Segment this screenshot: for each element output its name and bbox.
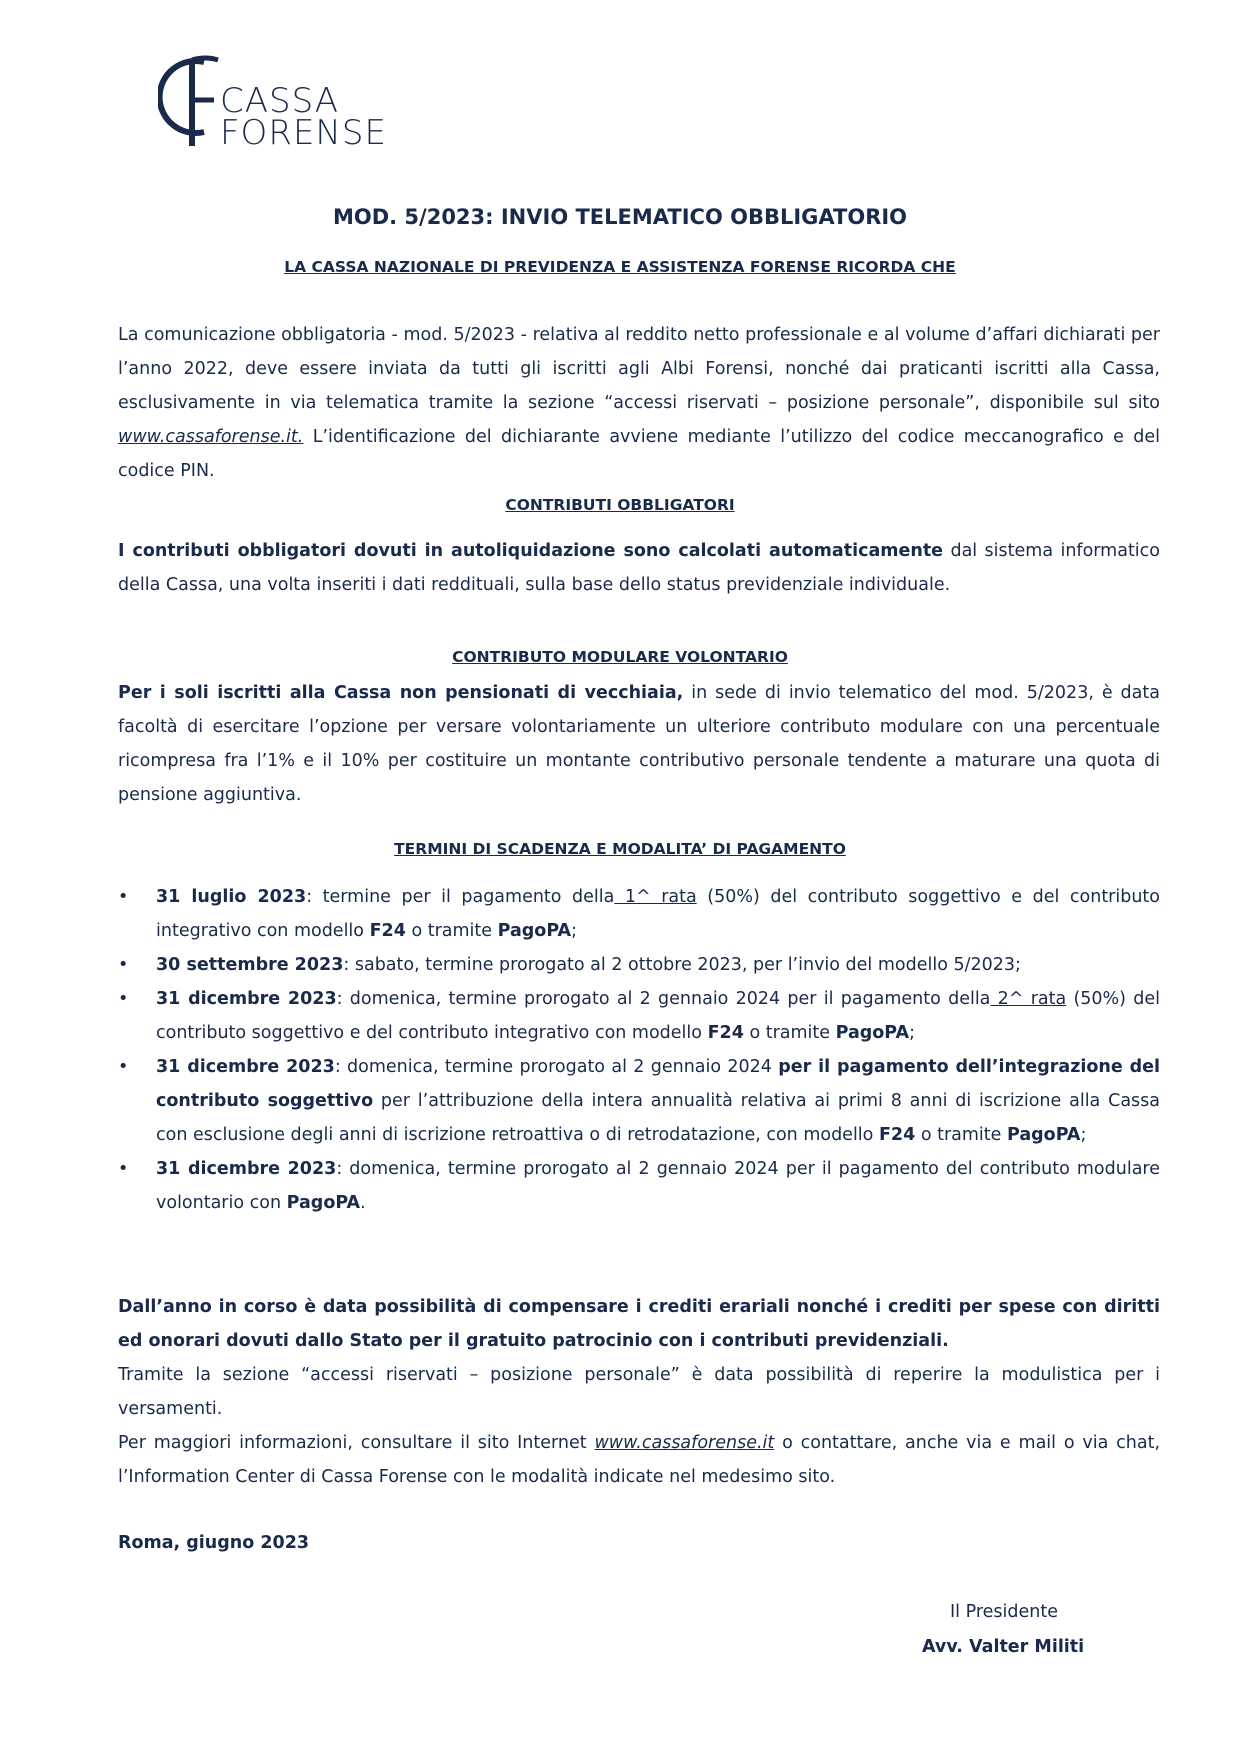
closing-text-3a: Per maggiori informazioni, consultare il sito Internet [118,1433,595,1453]
pagopa-label: PagoPA [835,1023,910,1043]
list-item [118,982,1160,1050]
deadline-date: 31 dicembre 2023 [156,989,337,1009]
intro-paragraph [118,318,1160,488]
item-text: : domenica, termine prorogato al 2 gennaio 2024 per il pagamento del contributo modulare volontario con [156,1159,1161,1213]
closing-paragraph [118,1290,1160,1494]
deadline-date: 31 luglio 2023 [156,887,307,907]
bullet: • [118,955,129,975]
pagopa-label: PagoPA [286,1193,361,1213]
item-text: . [360,1193,366,1213]
signature-name: Avv. Valter Militi [922,1637,1085,1657]
item-text: : domenica, termine prorogato al 2 gennaio 2024 per il pagamento della [336,989,991,1009]
deadline-date: 30 settembre 2023 [156,955,344,975]
item-text: o tramite [405,921,498,941]
bullet: • [118,1159,129,1179]
item-text: (50%) del contributo soggettivo e del contributo integrativo con modello [156,887,1160,941]
list-item [118,1050,1160,1152]
item-text: o tramite [915,1125,1007,1145]
item-text: : domenica, termine prorogato al 2 gennaio 2024 [334,1057,779,1077]
modulare-paragraph [118,676,1160,812]
f24-label: F24 [707,1023,744,1043]
integrazione-bold: per il pagamento dell’integrazione del contributo soggettivo [156,1057,1160,1111]
contributi-rest: dal sistema informatico della Cassa, una volta inseriti i dati reddituali, sulla base dello status previdenziale individuale. [118,541,1160,595]
contributi-bold: I contributi obbligatori dovuti in autoliquidazione sono calcolati automaticamente [118,541,944,561]
closing-text-3b: o contattare, anche via e mail o via chat, l’Information Center di Cassa Forense con le modalità indicate nel medesimo sito. [118,1433,1161,1487]
modulare-heading: CONTRIBUTO MODULARE VOLONTARIO [452,648,788,666]
bullet: • [118,989,129,1009]
bullet: • [118,1057,129,1077]
rata-label: 1^ rata [614,887,697,907]
item-text: o tramite [743,1023,836,1043]
pagopa-label: PagoPA [1006,1125,1081,1145]
intro-text-2: L’identificazione del dichiarante avviene mediante l’utilizzo del codice meccanografico e del codice PIN. [118,427,1160,481]
deadline-date: 31 dicembre 2023 [156,1057,335,1077]
list-item [118,880,1160,948]
closing-link[interactable]: www.cassaforense.it [594,1433,775,1453]
deadline-list [118,880,1160,1220]
cassa-forense-logo [158,52,398,152]
closing-text-2: Tramite la sezione “accessi riservati – posizione personale” è data possibilità di reperire la modulistica per i versamenti. [118,1365,1160,1419]
bullet: • [118,887,129,907]
item-text: ; [1080,1125,1087,1145]
list-item [118,948,1160,982]
pagopa-label: PagoPA [497,921,572,941]
cf-monogram-icon [158,52,228,152]
f24-label: F24 [369,921,406,941]
termini-heading: TERMINI DI SCADENZA E MODALITA’ DI PAGAMENTO [394,840,846,858]
item-text: : termine per il pagamento della [306,887,615,907]
place-date [118,1526,1160,1560]
list-item [118,1152,1160,1220]
closing-bold: Dall’anno in corso è data possibilità di compensare i crediti erariali nonché i crediti per spese con diritti ed onorari dovuti dallo Stato per il gratuito patrocinio con i contributi previdenziali. [118,1297,1160,1351]
modulare-rest: in sede di invio telematico del mod. 5/2023, è data facoltà di esercitare l’opzione per versare volontariamente un ulteriore contributo modulare con una percentuale ricompresa fra l’1% e il 10% per costituire un montante contributivo personale tendente a maturare una quota di pensione aggiuntiva. [118,683,1160,805]
rata-label: 2^ rata [990,989,1067,1009]
contributi-heading: CONTRIBUTI OBBLIGATORI [505,496,735,514]
item-text: : sabato, termine prorogato al 2 ottobre 2023, per l’invio del modello 5/2023; [343,955,1021,975]
intro-link[interactable]: www.cassaforense.it. [118,427,304,447]
item-text: per l’attribuzione della intera annualità relativa ai primi 8 anni di iscrizione alla Cassa con esclusione degli anni di iscrizione retroattiva o di retrodatazione, con modello [156,1091,1160,1145]
intro-text-1: La comunicazione obbligatoria - mod. 5/2023 - relativa al reddito netto professionale e al volume d’affari dichiarati per l’anno 2022, deve essere inviata da tutti gli iscritti agli Albi Forensi, nonché dai praticanti iscritti alla Cassa, esclusivamente in via telematica tramite la sezione “accessi riservati – posizione personale”, disponibile sul sito [118,325,1160,413]
contributi-paragraph [118,534,1160,602]
signature-role: Il Presidente [950,1602,1058,1622]
item-text: (50%) del contributo soggettivo e del contributo integrativo con modello [156,989,1160,1043]
f24-label: F24 [878,1125,916,1145]
logo-line-2: FORENSE [220,113,387,153]
item-text: ; [909,1023,915,1043]
page-title: MOD. 5/2023: INVIO TELEMATICO OBBLIGATORIO [332,205,908,229]
deadline-date: 31 dicembre 2023 [156,1159,337,1179]
place-date-text: Roma, giugno 2023 [118,1533,310,1553]
logo-line-1: CASSA [220,81,340,121]
modulare-bold: Per i soli iscritti alla Cassa non pensionati di vecchiaia, [118,683,684,703]
item-text: ; [571,921,577,941]
page-subtitle: LA CASSA NAZIONALE DI PREVIDENZA E ASSISTENZA FORENSE RICORDA CHE [284,258,956,276]
